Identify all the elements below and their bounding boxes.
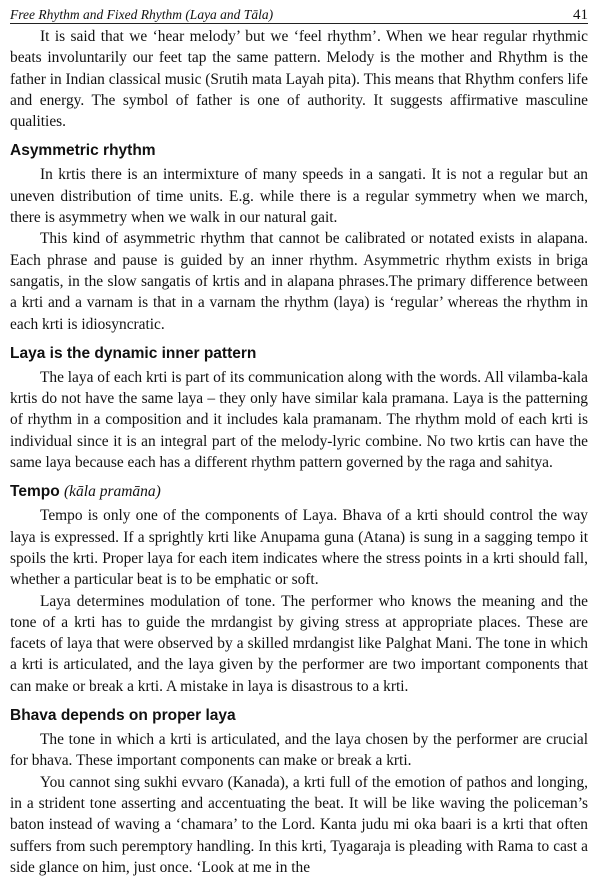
page-body [10, 26, 588, 878]
running-header [10, 4, 588, 24]
paragraph: The laya of each krti is part of its communication along with the words. All vilamba-kala krtis do not have the same laya – they only have similar kala pramana. Laya is the patterning of rhythm in a composition and it includes kala pramanam. The rhythm mold of each krti is individual since it is an integral part of the melody-lyric combine. No two krtis can have the same laya because each has a different rhythm pattern governed by the raga and sahitya. [10, 368, 588, 472]
paragraph: The tone in which a krti is articulated, and the laya chosen by the performer are crucial for bhava. These important components can make or break a krti. [10, 731, 588, 770]
heading-tempo-sub: (kāla pramāna) [63, 483, 161, 501]
heading-tempo-main: Tempo [10, 483, 60, 501]
heading-asymmetric-rhythm: Asymmetric rhythm [10, 142, 156, 160]
heading-tempo [10, 482, 588, 502]
heading-laya-inner-pattern: Laya is the dynamic inner pattern [10, 344, 257, 362]
running-title: Free Rhythm and Fixed Rhythm (Laya and Tāla) [10, 7, 274, 22]
page-number: 41 [573, 7, 588, 23]
paragraph: In krtis there is an intermixture of many speeds in a sangati. It is not a regular but an uneven distribution of time units. E.g. while there is a regular symmetry when we march, there is asymmetry when we walk in our natural gait. [10, 166, 588, 227]
heading-bhava-laya: Bhava depends on proper laya [10, 707, 236, 725]
book-page [0, 4, 600, 876]
paragraph: Tempo is only one of the components of Laya. Bhava of a krti should control the way laya is expressed. If a sprightly krti like Anupama guna (Atana) is sung in a sagging tempo it spoils the krti. Proper laya for each item indicates where the stress points in a krti should fall, whether a particular beat is to be emphatic or soft. [10, 507, 588, 589]
paragraph: This kind of asymmetric rhythm that cannot be calibrated or notated exists in alapana. Each phrase and pause is guided by an inner rhythm. Asymmetric rhythm exists in briga sangatis, in the slow sangatis of krtis and in alapana phrases.The primary difference between a krti and a varnam is that in a varnam the rhythm (laya) is ‘regular’ whereas the rhythm in each krti is idiosyncratic. [10, 230, 588, 333]
paragraph: You cannot sing sukhi evvaro (Kanada), a krti full of the emotion of pathos and longing, in a strident tone asserting and accentuating the beat. It will be like waving the policeman’s baton instead of waving a ‘chamara’ to the Lord. Kanta judu mi oka baari is a krti that often suffers from such peremptory handling. In this krti, Tyagaraja is pleading with Rama to cast a side glance on him, just once. ‘Look at me in the [10, 773, 588, 876]
paragraph: Laya determines modulation of tone. The performer who knows the meaning and the tone of a krti has to guide the mrdangist by giving stress at appropriate places. These are facets of laya that were observed by a skilled mrdangist like Palghat Mani. The tone in which a krti is articulated, and the laya given by the performer are two important components that can make or break a krti. A mistake in laya is disastrous to a krti. [10, 592, 588, 695]
intro-paragraph: It is said that we ‘hear melody’ but we ‘feel rhythm’. When we hear regular rhythmic beats involuntarily our feet tap the same pattern. Melody is the mother and Rhythm is the father in Indian classical music (Srutih mata Layah pita). This means that Rhythm confers life and energy. The symbol of father is one of authority. It suggests affirmative masculine qualities. [10, 28, 588, 131]
